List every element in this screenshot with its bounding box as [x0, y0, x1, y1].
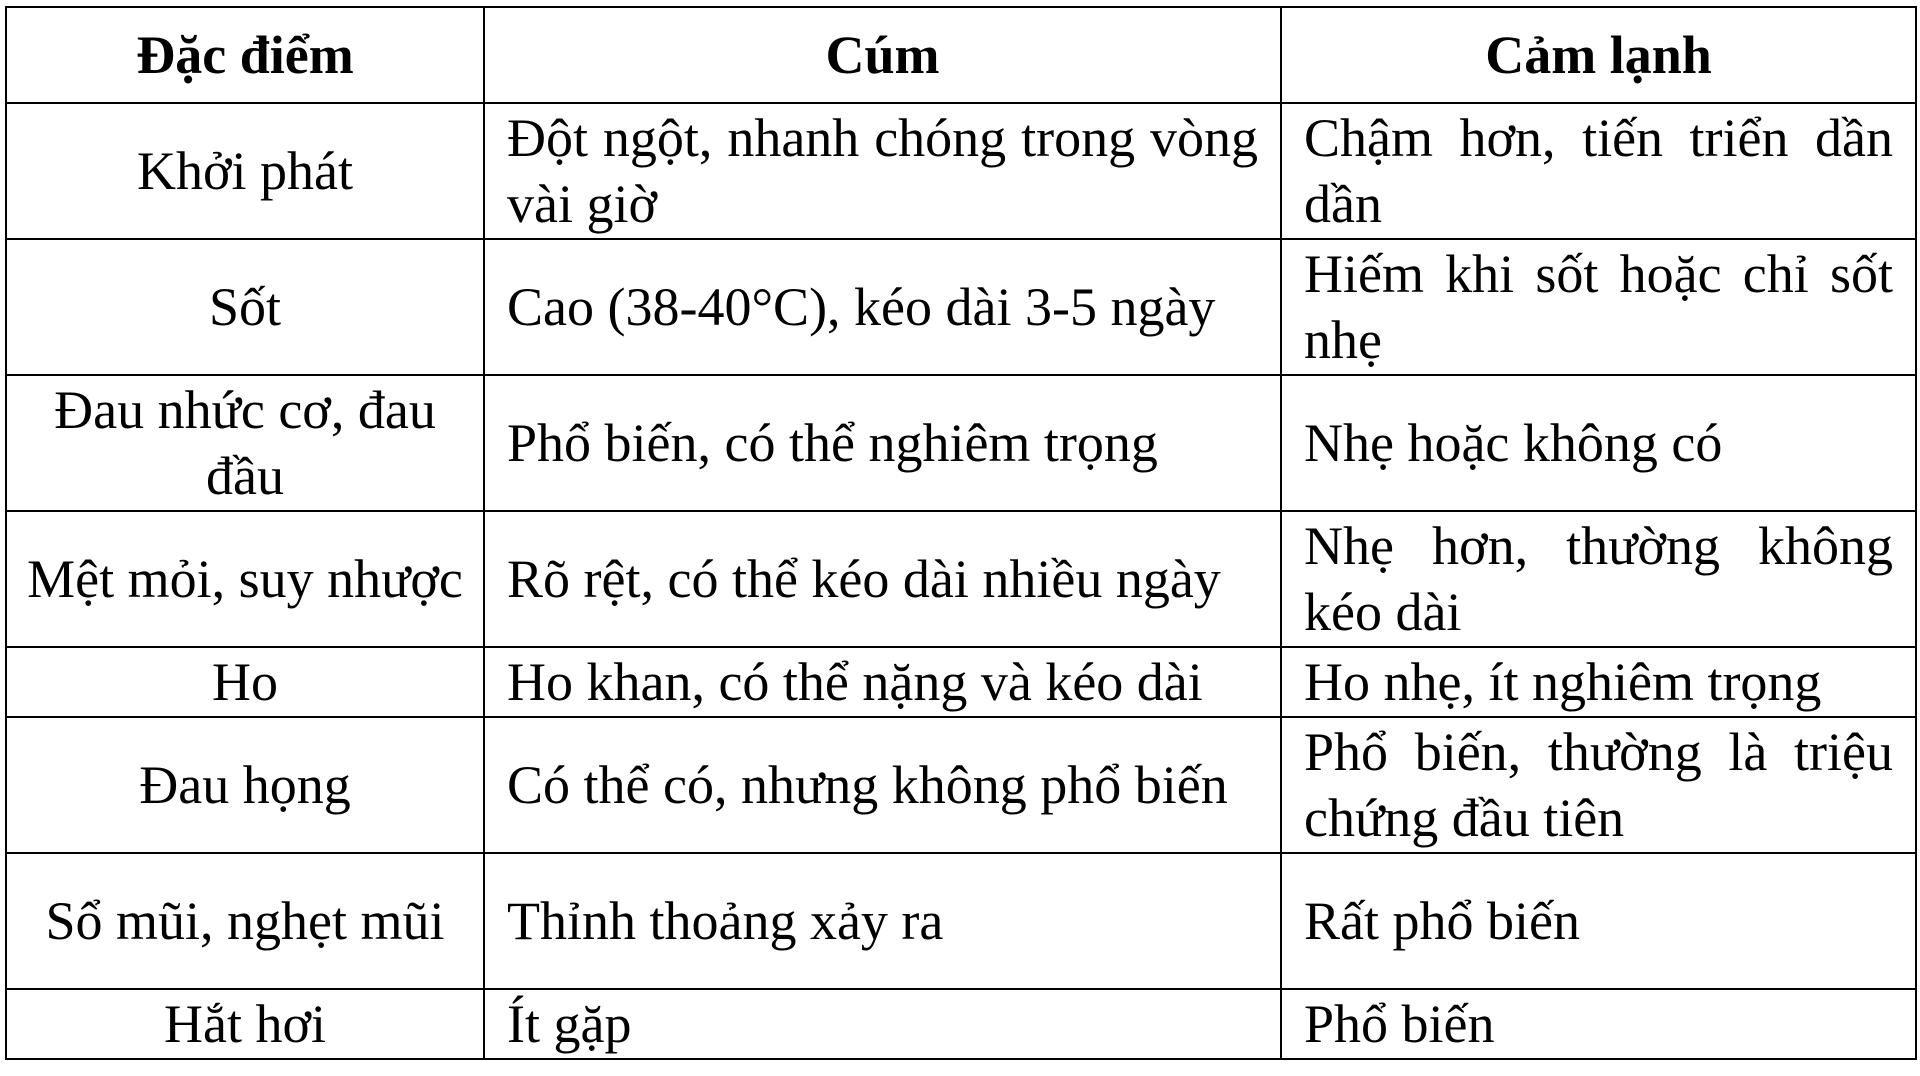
cold-cell: Chậm hơn, tiến triển dần dần [1281, 103, 1916, 239]
table-row [6, 239, 1916, 375]
cold-cell: Hiếm khi sốt hoặc chỉ sốt nhẹ [1281, 239, 1916, 375]
feature-cell: Hắt hơi [6, 989, 484, 1059]
flu-cell: Ít gặp [484, 989, 1281, 1059]
feature-cell: Sốt [6, 239, 484, 375]
flu-cell: Thỉnh thoảng xảy ra [484, 853, 1281, 989]
table-row [6, 717, 1916, 853]
flu-cell: Cao (38-40°C), kéo dài 3-5 ngày [484, 239, 1281, 375]
cold-cell: Nhẹ hoặc không có [1281, 375, 1916, 511]
feature-cell: Đau nhức cơ, đau đầu [6, 375, 484, 511]
header-row [6, 7, 1916, 103]
cold-cell: Phổ biến [1281, 989, 1916, 1059]
feature-cell: Sổ mũi, nghẹt mũi [6, 853, 484, 989]
table-row [6, 103, 1916, 239]
header-feature: Đặc điểm [6, 7, 484, 103]
cold-cell: Nhẹ hơn, thường không kéo dài [1281, 511, 1916, 647]
cold-cell: Ho nhẹ, ít nghiêm trọng [1281, 647, 1916, 717]
table-row [6, 375, 1916, 511]
flu-cell: Phổ biến, có thể nghiêm trọng [484, 375, 1281, 511]
feature-cell: Ho [6, 647, 484, 717]
table-row [6, 511, 1916, 647]
header-flu: Cúm [484, 7, 1281, 103]
flu-vs-cold-table [5, 6, 1917, 1060]
feature-cell: Đau họng [6, 717, 484, 853]
feature-cell: Mệt mỏi, suy nhược [6, 511, 484, 647]
flu-cell: Rõ rệt, có thể kéo dài nhiều ngày [484, 511, 1281, 647]
cold-cell: Phổ biến, thường là triệu chứng đầu tiên [1281, 717, 1916, 853]
comparison-table-container [5, 6, 1917, 1060]
flu-cell: Đột ngột, nhanh chóng trong vòng vài giờ [484, 103, 1281, 239]
table-row [6, 989, 1916, 1059]
feature-cell: Khởi phát [6, 103, 484, 239]
header-cold: Cảm lạnh [1281, 7, 1916, 103]
cold-cell: Rất phổ biến [1281, 853, 1916, 989]
table-row [6, 647, 1916, 717]
flu-cell: Ho khan, có thể nặng và kéo dài [484, 647, 1281, 717]
table-row [6, 853, 1916, 989]
flu-cell: Có thể có, nhưng không phổ biến [484, 717, 1281, 853]
